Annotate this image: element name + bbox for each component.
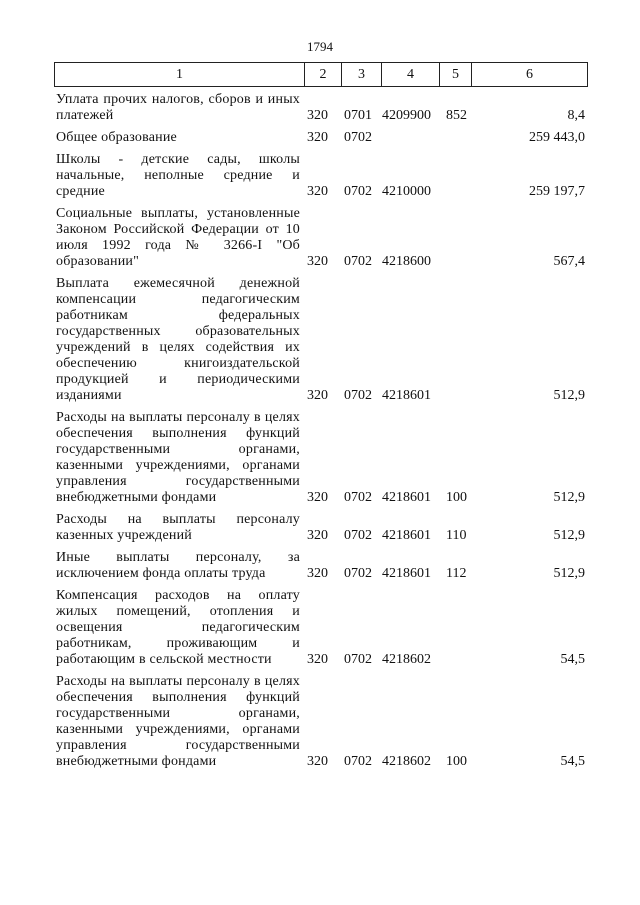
header-col-3: 3 [341,63,381,86]
row-expense-type: 100 [446,754,467,769]
row-ministry: 320 [307,388,328,403]
row-target: 4218601 [382,388,431,403]
row-sum: 512,9 [553,566,585,581]
row-sum: 8,4 [567,108,585,123]
row-ministry: 320 [307,254,328,269]
row-sum: 512,9 [553,388,585,403]
header-col-2: 2 [304,63,341,86]
table-row [56,152,588,200]
row-section: 0702 [344,388,372,403]
header-col-6: 6 [471,63,587,86]
row-sum: 54,5 [560,754,585,769]
row-section: 0702 [344,490,372,505]
row-section: 0702 [344,184,372,199]
header-col-4: 4 [381,63,439,86]
table-row [56,674,588,770]
row-ministry: 320 [307,184,328,199]
row-name: Расходы на выплаты персоналу в целях обеспечения выполнения функций государственными органами, казенными учреждениями, органами управления государственными внебюджетными фондами [56,674,300,769]
table-row [56,206,588,270]
row-expense-type: 110 [446,528,467,543]
table-row [56,512,588,544]
table-body [56,92,588,776]
row-target: 4218601 [382,528,431,543]
row-target: 4218601 [382,566,431,581]
header-col-5: 5 [439,63,471,86]
row-name: Уплата прочих налогов, сборов и иных платежей [56,92,300,123]
row-section: 0702 [344,652,372,667]
row-target: 4218600 [382,254,431,269]
row-name: Компенсация расходов на оплату жилых помещений, отопления и освещения педагогическим работникам, проживающим и работающим в сельской местности [56,588,300,667]
row-target: 4209900 [382,108,431,123]
table-row [56,588,588,668]
table-row [56,92,588,124]
row-name: Расходы на выплаты персоналу казенных учреждений [56,512,300,543]
row-name: Социальные выплаты, установленные Законом Российской Федерации от 10 июля 1992 года № 3266-I "Об образовании" [56,206,300,269]
table-row [56,550,588,582]
row-sum: 259 197,7 [529,184,585,199]
table-header [54,62,588,87]
row-target: 4218601 [382,490,431,505]
table-row [56,130,588,146]
row-target: 4210000 [382,184,431,199]
row-expense-type: 112 [446,566,467,581]
row-name: Общее образование [56,130,177,145]
row-sum: 512,9 [553,528,585,543]
row-section: 0702 [344,528,372,543]
row-name: Выплата ежемесячной денежной компенсации педагогическим работникам федеральных государственных образовательных учреждений в целях содействия их обеспечению книгоиздательской продукцией и периодическими изданиями [56,276,300,403]
row-section: 0702 [344,566,372,581]
row-sum: 54,5 [560,652,585,667]
row-ministry: 320 [307,528,328,543]
row-sum: 259 443,0 [529,130,585,145]
header-col-1: 1 [176,66,183,82]
table-row [56,276,588,404]
row-name: Расходы на выплаты персоналу в целях обеспечения выполнения функций государственными органами, казенными учреждениями, органами управления государственными внебюджетными фондами [56,410,300,505]
row-expense-type: 852 [446,108,467,123]
row-section: 0702 [344,754,372,769]
row-expense-type: 100 [446,490,467,505]
page-number: 1794 [307,39,333,54]
row-sum: 567,4 [553,254,585,269]
row-section: 0702 [344,254,372,269]
row-section: 0701 [344,108,372,123]
row-ministry: 320 [307,490,328,505]
row-section: 0702 [344,130,372,145]
row-name: Школы - детские сады, школы начальные, неполные средние и средние [56,152,300,199]
row-ministry: 320 [307,754,328,769]
row-target: 4218602 [382,652,431,667]
row-name: Иные выплаты персоналу, за исключением фонда оплаты труда [56,550,300,581]
row-ministry: 320 [307,108,328,123]
row-ministry: 320 [307,130,328,145]
row-ministry: 320 [307,652,328,667]
table-row [56,410,588,506]
row-ministry: 320 [307,566,328,581]
row-sum: 512,9 [553,490,585,505]
row-target: 4218602 [382,754,431,769]
